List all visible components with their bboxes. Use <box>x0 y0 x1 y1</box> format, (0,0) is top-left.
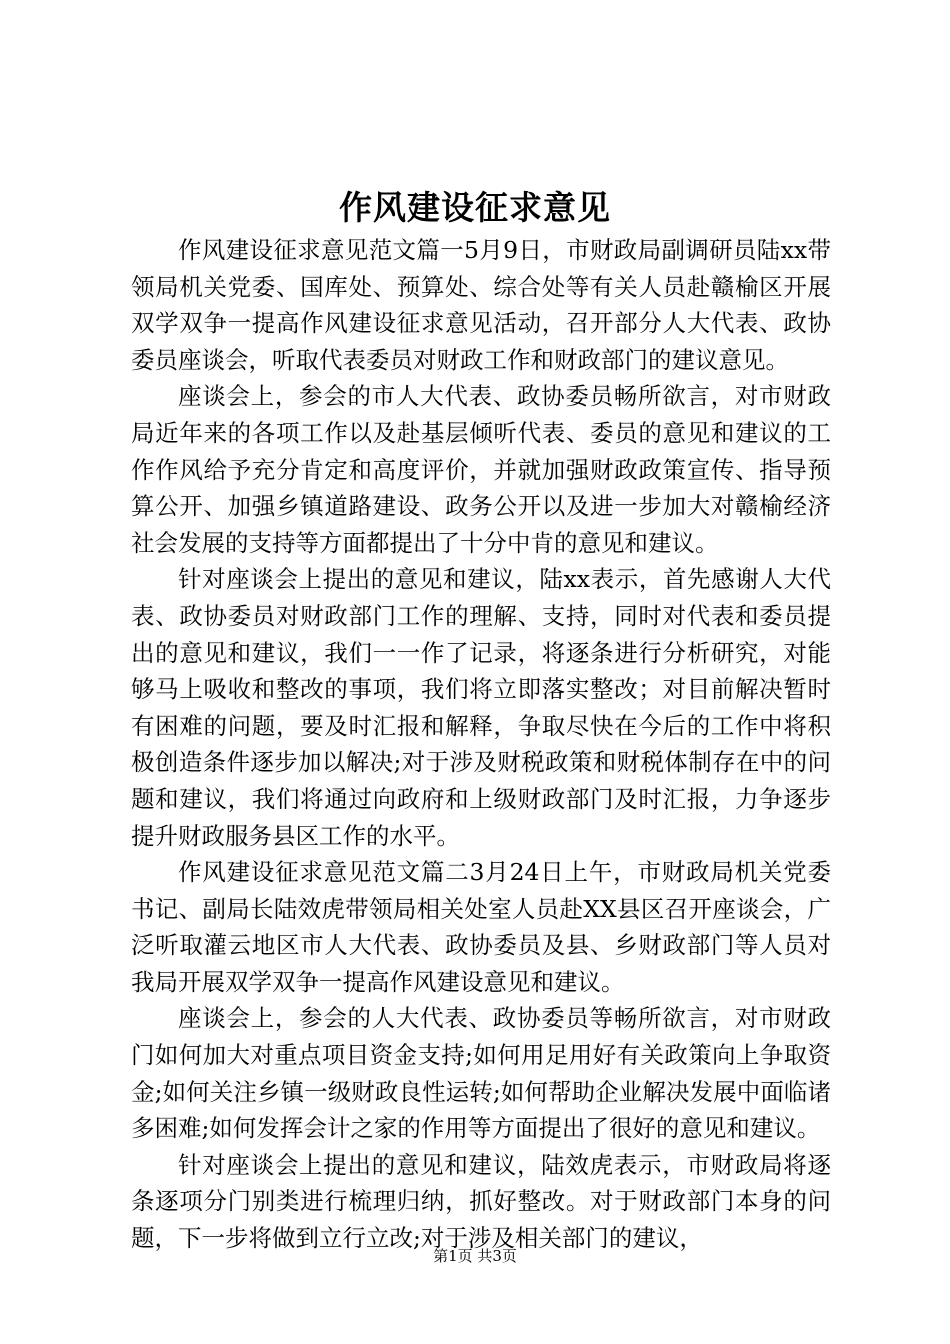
paragraph: 座谈会上，参会的市人大代表、政协委员畅所欲言，对市财政局近年来的各项工作以及赴基层倾听代表、委员的意见和建议的工作作风给予充分肯定和高度评价，并就加强财政政策宣传、指导预算公开、加强乡镇道路建设、政务公开以及进一步加大对赣榆经济社会发展的支持等方面都提出了十分中肯的意见和建议。 <box>131 382 831 557</box>
document-title: 作风建设征求意见 <box>339 188 611 227</box>
paragraph: 座谈会上，参会的人大代表、政协委员等畅所欲言，对市财政门如何加大对重点项目资金支持;如何用足用好有关政策向上争取资金;如何关注乡镇一级财政良性运转;如何帮助企业解决发展中面临诸多困难;如何发挥会计之家的作用等方面提出了很好的意见和建议。 <box>131 1004 831 1143</box>
paragraph: 作风建设征求意见范文篇一5月9日，市财政局副调研员陆xx带领局机关党委、国库处、预算处、综合处等有关人员赴赣榆区开展双学双争一提高作风建设征求意见活动，召开部分人大代表、政协委员座谈会，听取代表委员对财政工作和财政部门的建议意见。 <box>131 236 831 374</box>
paragraph: 针对座谈会上提出的意见和建议，陆效虎表示，市财政局将逐条逐项分门别类进行梳理归纳，抓好整改。对于财政部门本身的问题，下一步将做到立行立改;对于涉及相关部门的建议， <box>131 1150 831 1253</box>
page-number-footer: 第1页 共3页 <box>433 1247 517 1265</box>
paragraph: 针对座谈会上提出的意见和建议，陆xx表示，首先感谢人大代表、政协委员对财政部门工作的理解、支持，同时对代表和委员提出的意见和建议，我们一一作了记录，将逐条进行分析研究，对能够马上吸收和整改的事项，我们将立即落实整改；对目前解决暂时有困难的问题，要及时汇报和解释，争取尽快在今后的工作中将积极创造条件逐步加以解决;对于涉及财税政策和财税体制存在中的问题和建议，我们将通过向政府和上级财政部门及时汇报，力争逐步提升财政服务县区工作的水平。 <box>131 565 831 850</box>
document-body <box>131 232 831 1257</box>
paragraph: 作风建设征求意见范文篇二3月24日上午，市财政局机关党委书记、副局长陆效虎带领局相关处室人员赴XX县区召开座谈会，广泛听取灌云地区市人大代表、政协委员及县、乡财政部门等人员对我局开展双学双争一提高作风建设意见和建议。 <box>131 858 831 996</box>
